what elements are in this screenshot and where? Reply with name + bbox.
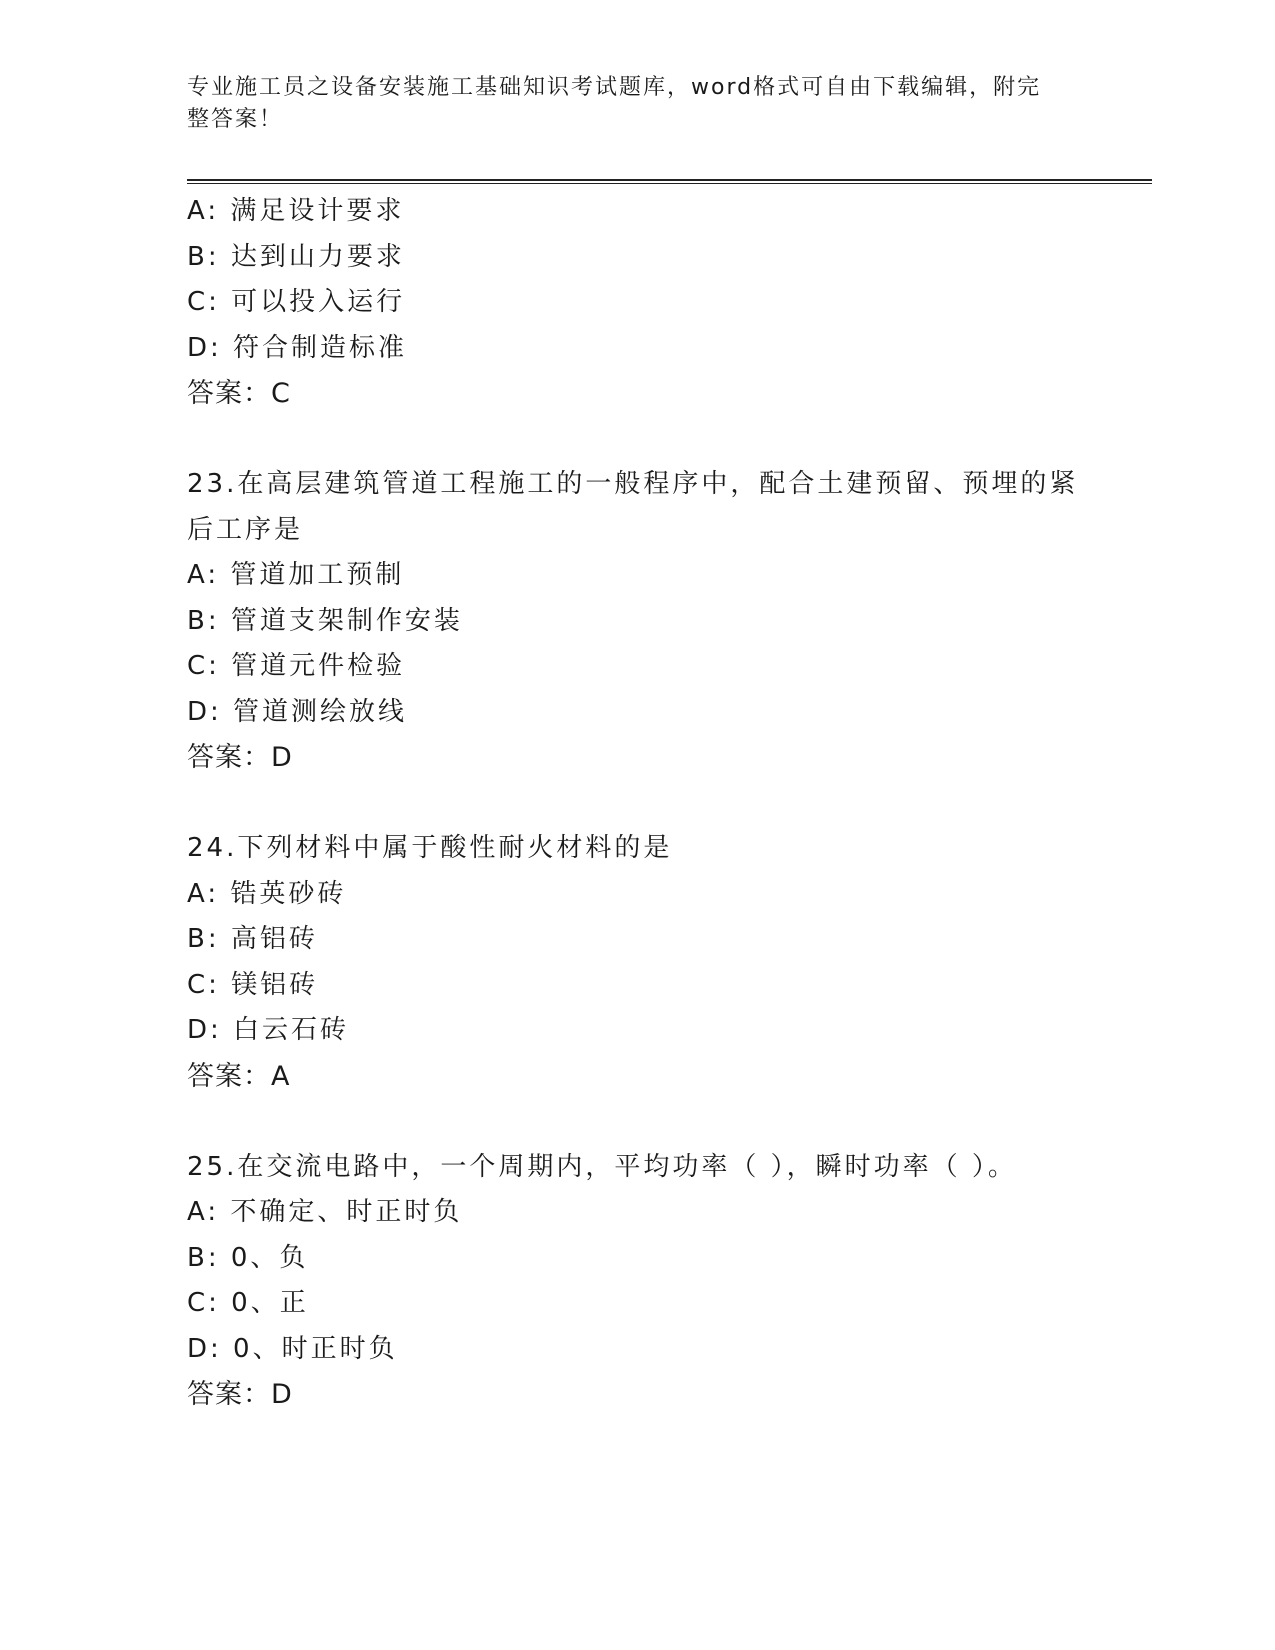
option-d: D: 0、时正时负 bbox=[187, 1333, 398, 1364]
answer: 答案：D bbox=[187, 1379, 293, 1410]
spacer bbox=[187, 781, 1087, 827]
option-b: B: 高铝砖 bbox=[187, 924, 318, 954]
option-b: B: 管道支架制作安装 bbox=[187, 605, 463, 636]
option-a: A: 管道加工预制 bbox=[187, 560, 405, 590]
option-c: C: 管道元件检验 bbox=[187, 651, 406, 681]
answer: 答案：C bbox=[187, 378, 291, 409]
question-text-line-2: 后工序是 bbox=[187, 514, 304, 545]
question-22 bbox=[187, 189, 1087, 417]
option-a: A: 满足设计要求 bbox=[187, 196, 405, 226]
spacer bbox=[187, 1099, 1087, 1145]
option-a: A: 锆英砂砖 bbox=[187, 878, 347, 909]
option-d: D: 管道测绘放线 bbox=[187, 696, 408, 727]
header-line-1: 专业施工员之设备安装施工基础知识考试题库，word格式可自由下载编辑，附完 bbox=[187, 75, 1042, 100]
option-b: B: 0、负 bbox=[187, 1242, 309, 1273]
option-d: D: 符合制造标准 bbox=[187, 332, 408, 363]
option-c: C: 可以投入运行 bbox=[187, 287, 406, 317]
option-a: A: 不确定、时正时负 bbox=[187, 1197, 463, 1227]
option-c: C: 镁铝砖 bbox=[187, 969, 319, 1000]
question-25 bbox=[187, 1145, 1087, 1418]
question-text: 25.在交流电路中，一个周期内，平均功率（ ），瞬时功率（ ）。 bbox=[187, 1151, 1017, 1182]
header-divider bbox=[187, 179, 1152, 184]
question-text-line-1: 23.在高层建筑管道工程施工的一般程序中，配合土建预留、预埋的紧 bbox=[187, 469, 1079, 499]
question-24 bbox=[187, 826, 1087, 1099]
option-b: B: 达到山力要求 bbox=[187, 241, 405, 272]
answer: 答案：D bbox=[187, 742, 293, 773]
option-d: D: 白云石砖 bbox=[187, 1015, 350, 1045]
question-23 bbox=[187, 462, 1087, 781]
answer: 答案：A bbox=[187, 1060, 291, 1092]
header-line-2: 整答案！ bbox=[187, 107, 284, 132]
question-list bbox=[187, 189, 1087, 1418]
document-header bbox=[187, 72, 1067, 136]
option-c: C: 0、正 bbox=[187, 1288, 309, 1318]
spacer bbox=[187, 417, 1087, 463]
question-text: 24.下列材料中属于酸性耐火材料的是 bbox=[187, 833, 673, 863]
